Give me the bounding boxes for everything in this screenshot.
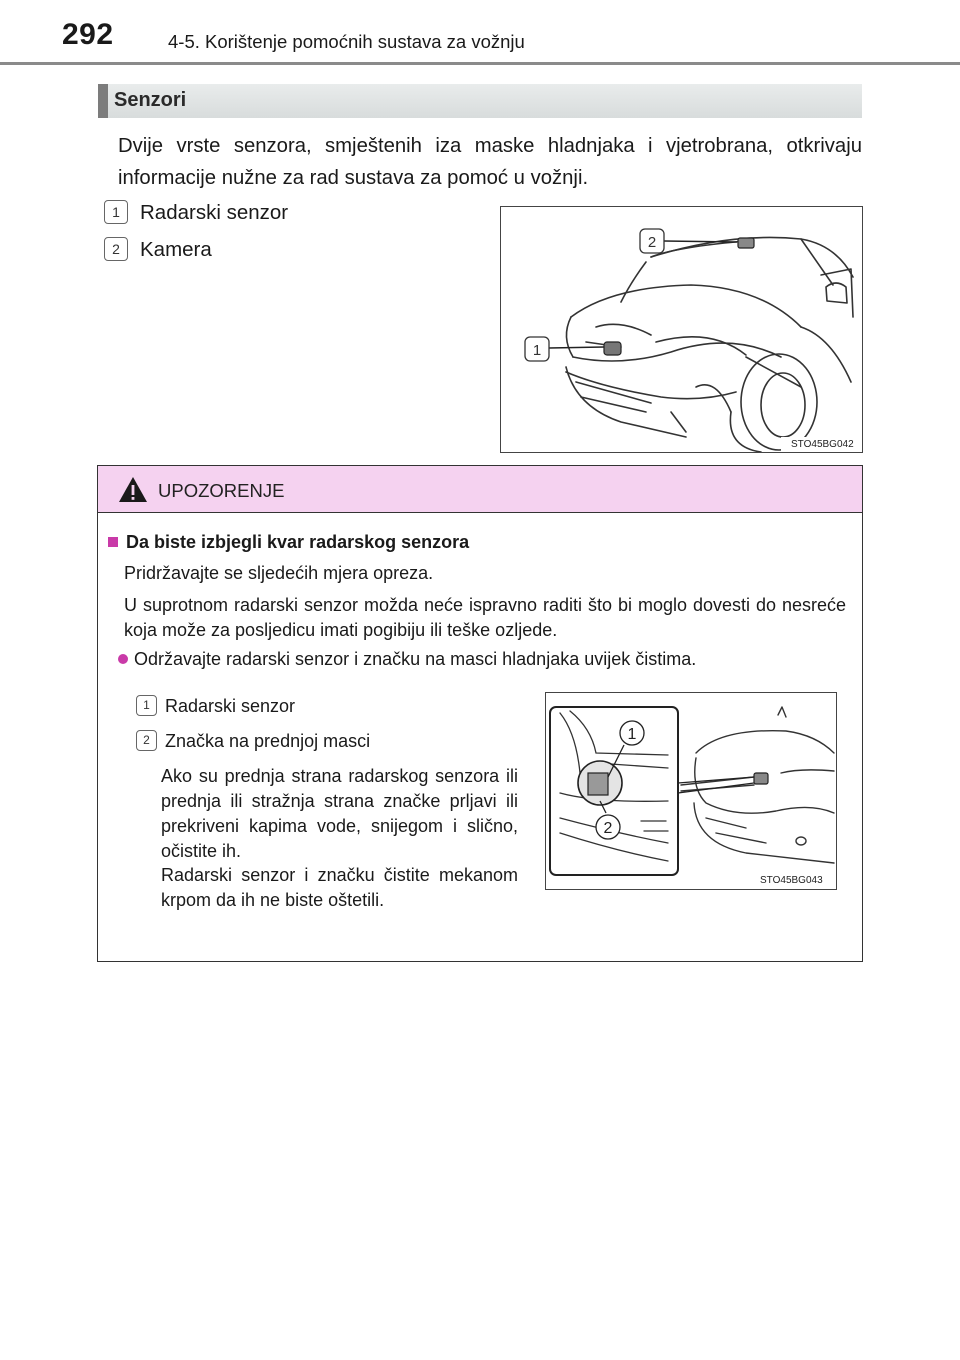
warning-bullet-text: Održavajte radarski senzor i značku na masci hladnjaka uvijek čistima.	[134, 649, 697, 669]
callout-1-label: 1	[627, 726, 637, 743]
warning-paragraph: U suprotnom radarski senzor možda neće ispravno raditi što bi moglo dovesti do nesreće koja može za posljedicu imati pogibiju ili teške ozljede.	[124, 595, 846, 640]
number-badge: 1	[104, 200, 128, 224]
sensor-location-figure	[500, 206, 863, 453]
warning-header	[98, 466, 862, 513]
radar-sensor-marker	[604, 342, 621, 355]
grille-closeup-illustration	[546, 693, 836, 889]
list-item-label: Kamera	[140, 238, 212, 261]
radar-sensor-marker	[588, 773, 608, 795]
section-bar-accent	[98, 84, 108, 118]
list-item-label: Radarski senzor	[140, 201, 289, 224]
number-badge: 1	[136, 695, 157, 716]
radar-cleaning-figure	[545, 692, 837, 890]
warning-bullet	[118, 649, 696, 670]
page-number: 292	[62, 18, 114, 51]
warning-title: UPOZORENJE	[158, 480, 285, 501]
list-item-label: Radarski senzor	[165, 696, 296, 716]
list-item-label: Značka na prednjoj masci	[165, 731, 371, 751]
list-item	[104, 201, 288, 226]
section-bar	[98, 84, 862, 118]
figure-code: STO45BG043	[760, 875, 823, 886]
list-item	[136, 731, 370, 753]
camera-marker	[738, 238, 754, 248]
list-item	[136, 696, 295, 718]
round-bullet-icon	[118, 654, 128, 664]
figure-code: STO45BG042	[791, 439, 854, 450]
intro-paragraph: Dvije vrste senzora, smještenih iza maske hladnjaka i vjetrobrana, otkrivaju informacije nužne za rad sustava za pomoć u vožnji.	[118, 135, 862, 189]
number-badge: 2	[136, 730, 157, 751]
note-paragraph: Radarski senzor i značku čistite mekanom krpom da ih ne biste oštetili.	[161, 865, 518, 910]
car-front-illustration	[501, 207, 862, 452]
number-badge: 2	[104, 237, 128, 261]
warning-box	[97, 465, 863, 962]
callout-2-label: 2	[647, 234, 657, 251]
warning-triangle-icon	[118, 476, 148, 503]
section-title: Senzori	[114, 89, 187, 111]
callout-1-label: 1	[532, 342, 542, 359]
note-paragraph: Ako su prednja strana radarskog senzora ili prednja ili stražnja strana značke prljavi ili prekriveni kapima vode, snijegom i slično, očistite ih.	[161, 766, 518, 861]
warning-heading	[108, 532, 469, 553]
square-bullet-icon	[108, 537, 118, 547]
header-rule	[0, 62, 960, 65]
warning-heading-text: Da biste izbjegli kvar radarskog senzora	[126, 532, 470, 552]
running-head: 4-5. Korištenje pomoćnih sustava za vožnju	[168, 31, 525, 52]
list-item	[104, 238, 212, 263]
callout-2-label: 2	[603, 820, 613, 837]
badge-marker	[754, 773, 768, 784]
warning-paragraph: Pridržavajte se sljedećih mjera opreza.	[124, 563, 434, 583]
